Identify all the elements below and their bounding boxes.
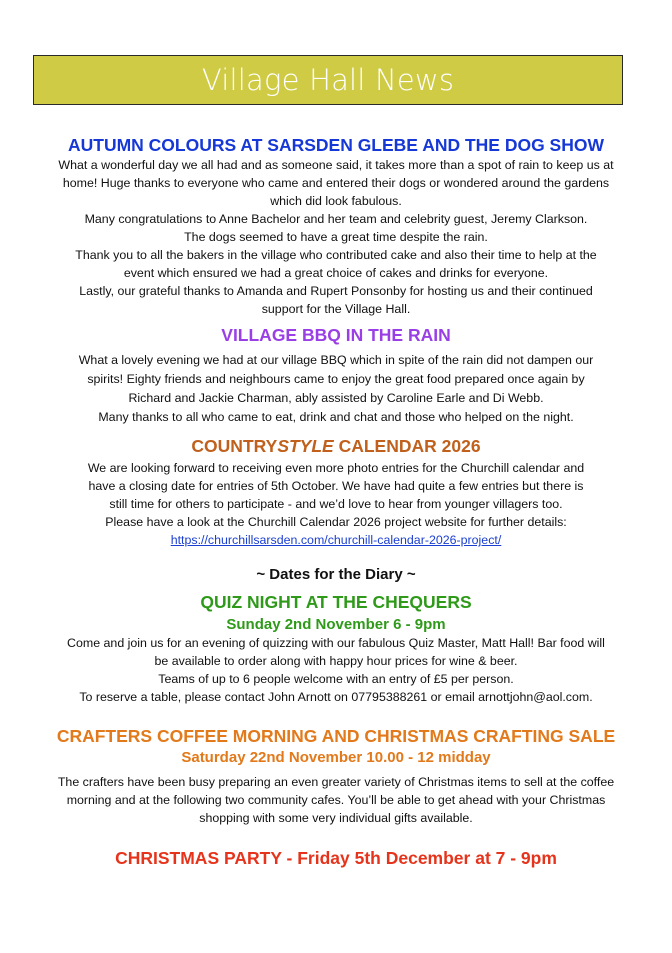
autumn-line-8: Lastly, our grateful thanks to Amanda and Rupert Ponsonby for hosting us and their continued — [79, 284, 593, 298]
quiz-line-4: To reserve a table, please contact John Arnott on 07795388261 or email arnottjohn@aol.com. — [79, 690, 593, 704]
diary-heading: ~ Dates for the Diary ~ — [256, 566, 416, 583]
crafters-line-3: shopping with some very individual gifts available. — [199, 811, 473, 825]
bbq-line-4: Many thanks to all who came to eat, drink and chat and those who helped on the night. — [98, 410, 574, 424]
newsletter-body — [36, 130, 636, 869]
autumn-line-7: event which ensured we had a great choice of cakes and drinks for everyone. — [123, 266, 549, 280]
party-title: CHRISTMAS PARTY - Friday 5th December at 7 - 9pm — [115, 848, 557, 868]
autumn-line-1: What a wonderful day we all had and as someone said, it takes more than a spot of rain to keep us at — [58, 158, 614, 172]
quiz-section — [36, 591, 636, 706]
calendar-section — [36, 435, 636, 549]
bbq-line-2: spirits! Eighty friends and neighbours came to enjoy the great food prepared once again by — [87, 372, 585, 386]
crafters-date: Saturday 22nd November 10.00 - 12 midday — [181, 749, 491, 766]
autumn-line-9: support for the Village Hall. — [261, 302, 411, 316]
page-title: Village Hall News — [201, 63, 455, 97]
quiz-date: Sunday 2nd November 6 - 9pm — [226, 616, 446, 633]
bbq-section — [36, 324, 636, 427]
calendar-title-part1: COUNTRY — [191, 436, 278, 456]
autumn-line-2: home! Huge thanks to everyone who came and entered their dogs or wondered around the gardens — [62, 176, 610, 190]
autumn-line-5: The dogs seemed to have a great time despite the rain. — [184, 230, 488, 244]
autumn-line-6: Thank you to all the bakers in the village who contributed cake and also their time to help at the — [75, 248, 597, 262]
calendar-title — [36, 435, 636, 457]
autumn-title: AUTUMN COLOURS AT SARSDEN GLEBE AND THE DOG SHOW — [67, 135, 604, 155]
bbq-line-1: What a lovely evening we had at our village BBQ which in spite of the rain did not dampen our — [78, 353, 594, 367]
quiz-line-2: be available to order along with happy hour prices for wine & beer. — [154, 654, 518, 668]
header-banner — [33, 55, 623, 105]
calendar-line-3: still time for others to participate - and we’d love to hear from younger villagers too. — [109, 497, 563, 511]
autumn-line-3: which did look fabulous. — [270, 194, 402, 208]
crafters-line-1: The crafters have been busy preparing an even greater variety of Christmas items to sell at the coffee — [57, 775, 615, 789]
bbq-line-3: Richard and Jackie Charman, ably assisted by Caroline Earle and Di Webb. — [128, 391, 544, 405]
calendar-line-2: have a closing date for entries of 5th October. We have had quite a few entries but there is — [88, 479, 584, 493]
crafters-title: CRAFTERS COFFEE MORNING AND CHRISTMAS CRAFTING SALE — [56, 726, 616, 746]
calendar-title-part3: CALENDAR 2026 — [333, 436, 481, 456]
quiz-title: QUIZ NIGHT AT THE CHEQUERS — [200, 592, 472, 612]
autumn-section — [36, 134, 636, 318]
calendar-title-part2: STYLE — [277, 436, 334, 456]
calendar-project-link[interactable]: https://churchillsarsden.com/churchill-calendar-2026-project/ — [170, 533, 502, 547]
crafters-section — [36, 725, 636, 827]
calendar-line-4: Please have a look at the Churchill Calendar 2026 project website for further details: — [105, 515, 567, 529]
quiz-line-1: Come and join us for an evening of quizzing with our fabulous Quiz Master, Matt Hall! Bar food will — [67, 636, 605, 650]
crafters-line-2: morning and at the following two community cafes. You’ll be able to get ahead with your Christmas — [66, 793, 606, 807]
bbq-title: VILLAGE BBQ IN THE RAIN — [221, 325, 451, 345]
autumn-line-4: Many congratulations to Anne Bachelor and her team and celebrity guest, Jeremy Clarkson. — [84, 212, 588, 226]
calendar-line-1: We are looking forward to receiving even more photo entries for the Churchill calendar and — [87, 461, 585, 475]
quiz-line-3: Teams of up to 6 people welcome with an entry of £5 per person. — [158, 672, 514, 686]
